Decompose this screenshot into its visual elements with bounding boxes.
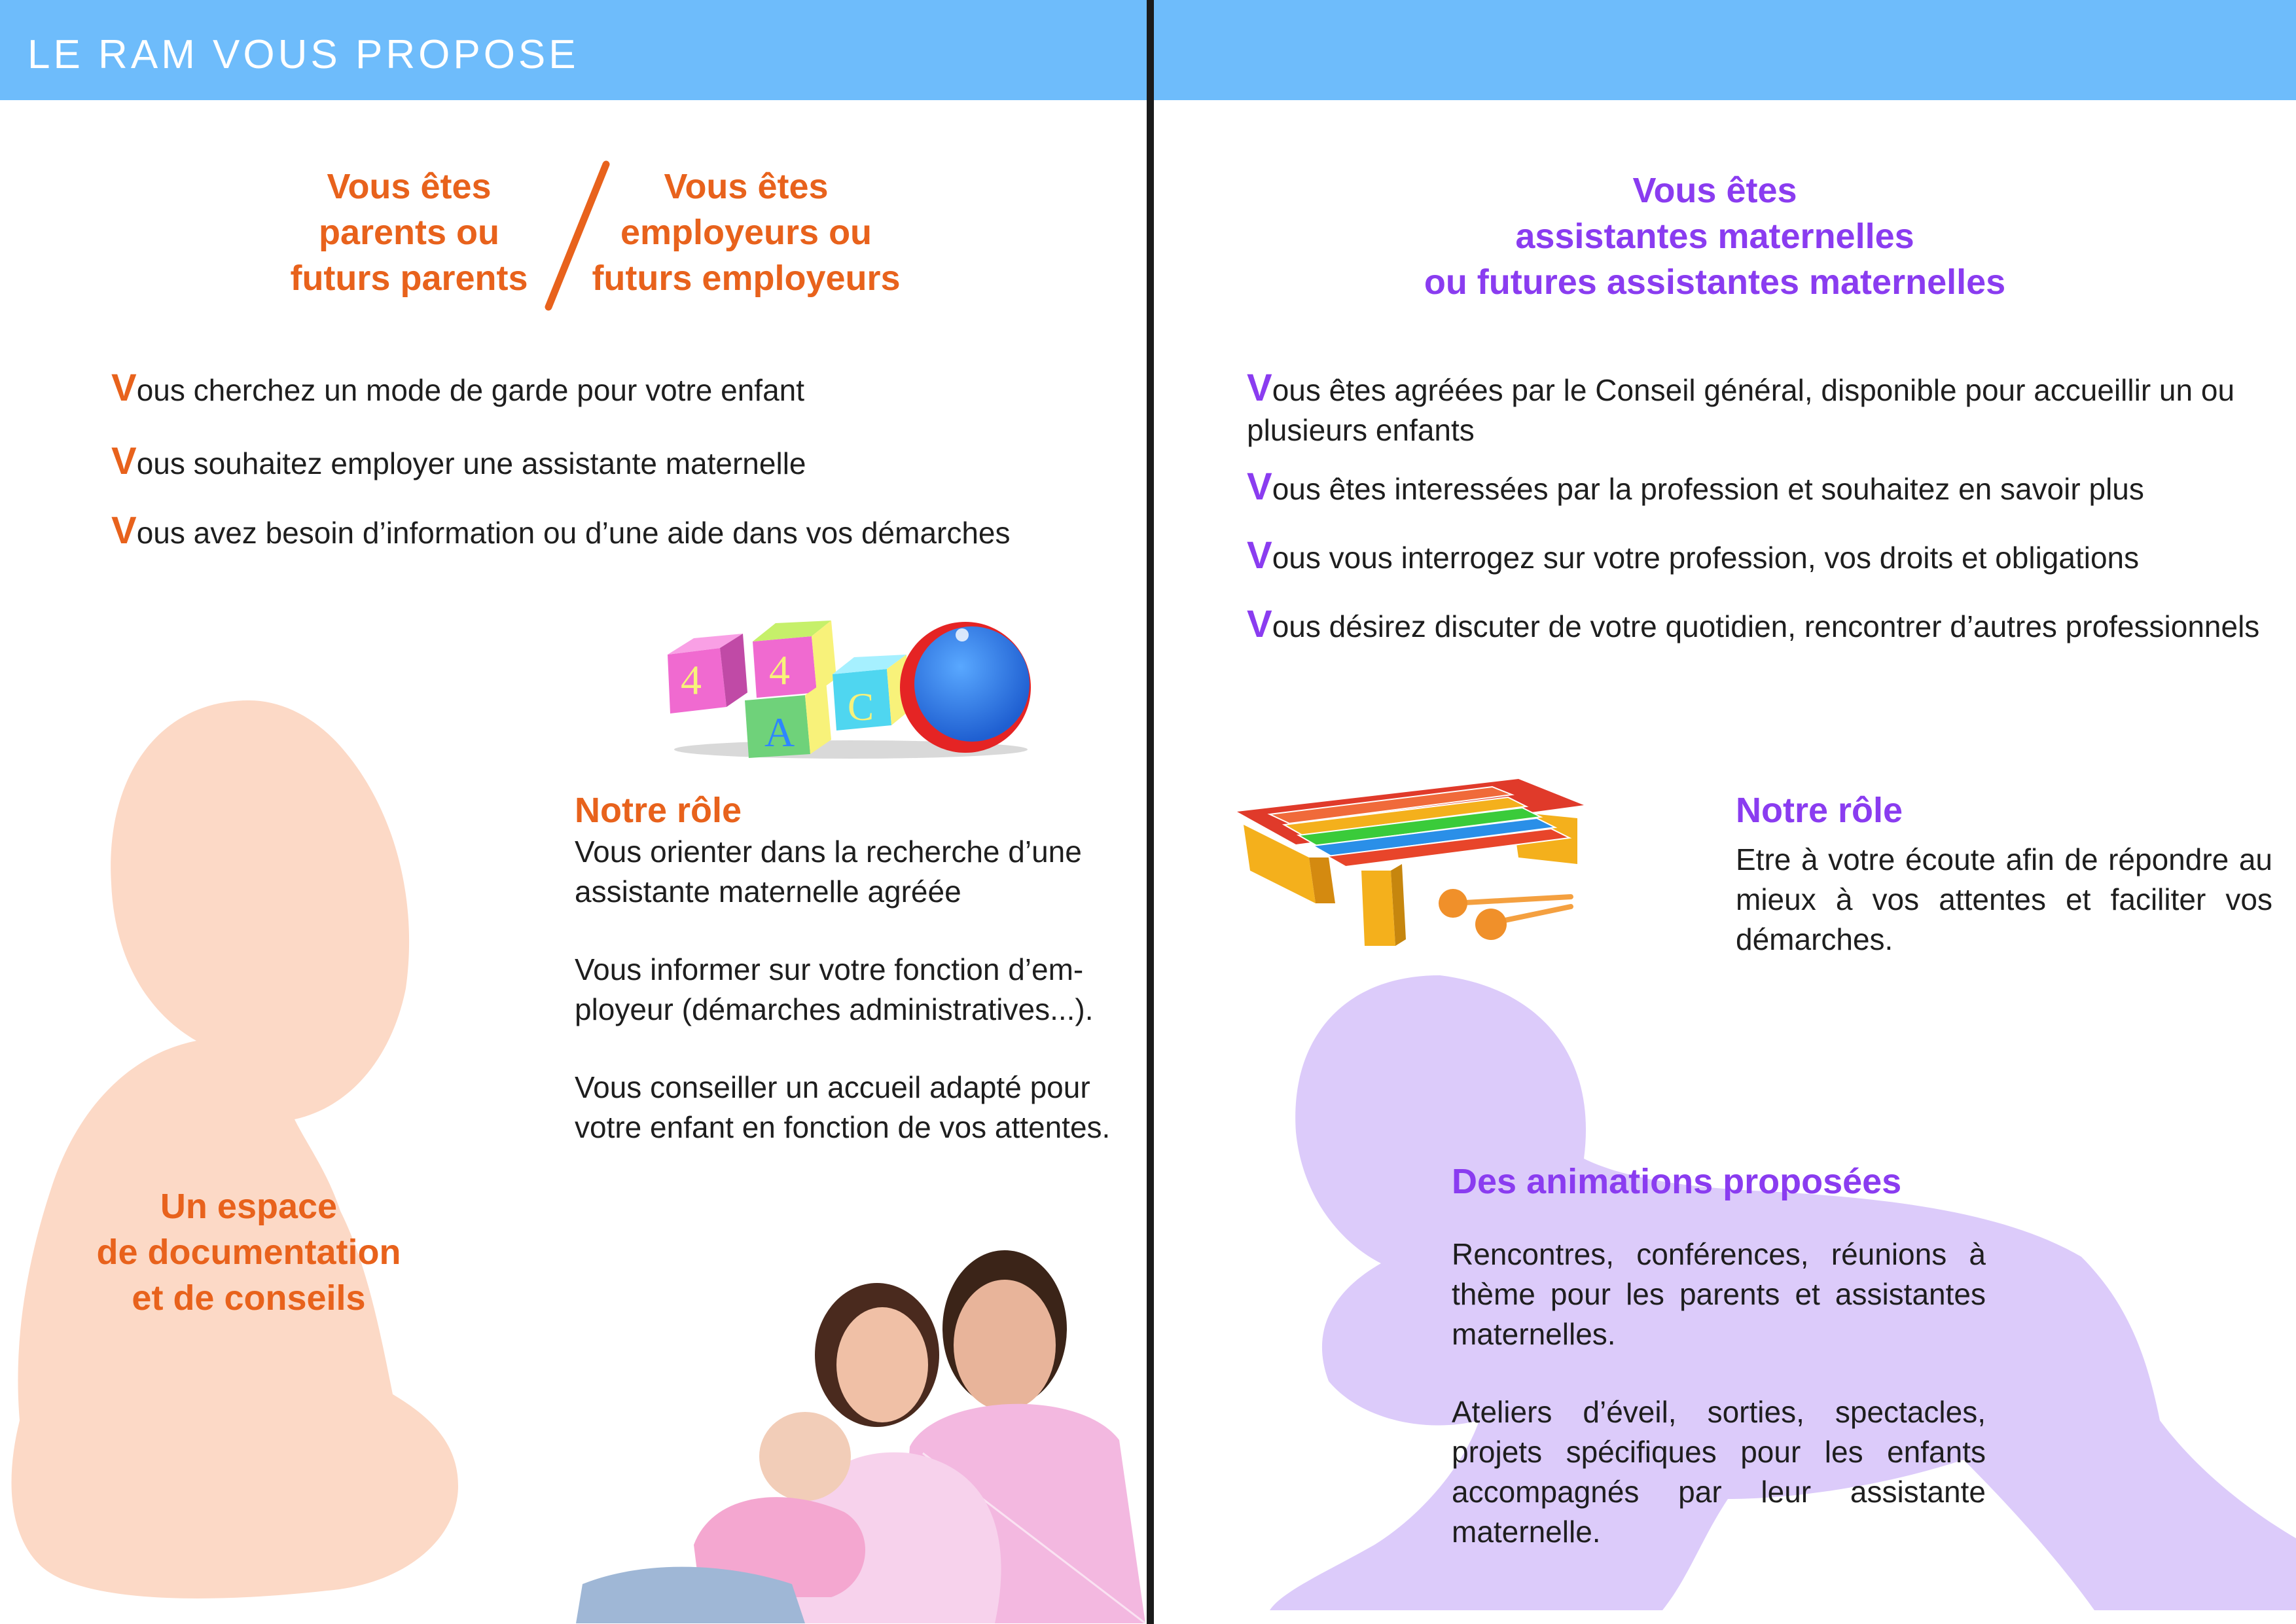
center-divider — [1147, 0, 1154, 1624]
audience-employers: Vous êtes employeurs ou futurs employeurs — [592, 167, 901, 298]
sitting-baby-silhouette — [0, 687, 655, 1624]
role-title-right: Notre rôle — [1736, 791, 1903, 830]
animations-title: Des animations proposées — [1452, 1162, 1902, 1201]
svg-text:4: 4 — [769, 647, 790, 693]
role-paragraph: Vous informer sur votre fonction d’em- ployeur (démarches administratives...). — [575, 952, 1094, 1026]
bullet-information: Vous avez besoin d’information ou d’une aide dans vos démarches — [111, 509, 1011, 552]
animations-section — [1452, 1160, 1986, 1552]
role-paragraph: Vous conseiller un accueil adapté pour votre enfant en fonction de vos attentes. — [575, 1070, 1111, 1144]
espace-documentation-title: Un espace de documentation et de conseils — [96, 1187, 401, 1318]
animations-paragraph: Ateliers d’éveil, sorties, spectacles, projets spécifiques pour les enfants accompagnés par leur assistante maternelle. — [1452, 1395, 1986, 1549]
family-photo — [569, 1231, 1145, 1623]
svg-text:A: A — [764, 709, 795, 755]
header-band-right — [1154, 0, 2296, 100]
role-title-left: Notre rôle — [575, 791, 742, 830]
audience-assistantes: Vous êtes assistantes maternelles ou futures assistantes maternelles — [1424, 171, 2006, 302]
role-section-right — [1736, 789, 2272, 960]
bullet-employer: Vous souhaitez employer une assistante maternelle — [111, 440, 806, 482]
svg-text:C: C — [848, 685, 874, 729]
bullet-mode-de-garde: Vous cherchez un mode de garde pour votre enfant — [111, 367, 805, 409]
xylophone-image — [1230, 772, 1597, 962]
bullet-agreees: Vous êtes agréées par le Conseil général, disponible pour accueillir un ou plusieurs enfants — [1247, 367, 2235, 447]
toy-blocks-image — [655, 615, 1034, 766]
audience-parents: Vous êtes parents ou futurs parents — [290, 167, 528, 298]
page-title: LE RAM VOUS PROPOSE — [27, 32, 579, 77]
svg-text:4: 4 — [681, 657, 702, 703]
role-text-right: Etre à votre écoute afin de répondre au mieux à vos attentes et faciliter vos démarches. — [1736, 842, 2272, 956]
role-section-left — [575, 789, 1138, 1147]
bullet-droits: Vous vous interrogez sur votre profession, vos droits et obligations — [1247, 534, 2140, 577]
bullet-profession: Vous êtes interessées par la profession et souhaitez en savoir plus — [1247, 465, 2144, 508]
role-paragraph: Vous orienter dans la recherche d’une assistante maternelle agréée — [575, 835, 1082, 909]
bullet-quotidien: Vous désirez discuter de votre quotidien, rencontrer d’autres professionnels — [1247, 603, 2260, 645]
animations-paragraph: Rencontres, conférences, réunions à thème pour les parents et assistantes maternelles. — [1452, 1237, 1986, 1351]
